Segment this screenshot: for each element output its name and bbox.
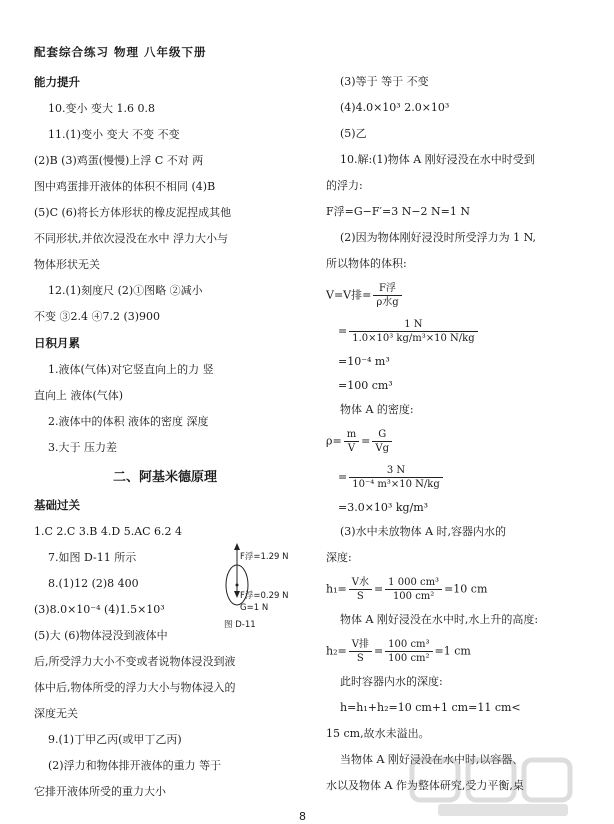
answer-line: (2)浮力和物体排开液体的重力 等于: [48, 759, 222, 772]
answer-line: 10.变小 变大 1.6 0.8: [48, 102, 155, 115]
solution-line: 15 cm,故水未溢出。: [326, 727, 430, 740]
answer-line: 它排开液体所受的重力大小: [34, 785, 166, 798]
answer-line: 物体形状无关: [34, 258, 100, 271]
answer-line: 11.(1)变小 变大 不变 不变: [48, 128, 180, 141]
volume-result-1: =10⁻⁴ m³: [338, 355, 390, 368]
section-title: 二、阿基米德原理: [112, 470, 217, 485]
arrowhead-up-1: [234, 543, 240, 550]
depth-equation-2: h₂= $\frac{\text{V排}}{S}$ = $\frac{\text{100 cm³}}{\text{100 cm²}}$ =1 cm: [326, 639, 471, 664]
answer-line: (5)乙: [340, 127, 367, 140]
fraction: $\frac{1 N}{\text{1.0×10³ kg/m³×10 N/kg}}$: [349, 318, 477, 345]
answer-line: 图中鸡蛋排开液体的体积不相同 (4)B: [34, 180, 216, 193]
solution-line: (3)水中未放物体 A 时,容器内水的: [340, 525, 507, 538]
answer-line: 3.大于 压力差: [48, 441, 117, 454]
answer-line: (5)大 (6)物体浸没到液体中: [34, 629, 168, 642]
answer-line: 9.(1)丁甲乙丙(或甲丁乙丙): [48, 733, 182, 746]
answer-line: 8.(1)12 (2)8 400: [48, 577, 139, 590]
heading-accumulate: 日积月累: [34, 336, 80, 350]
label-buoyancy-top: F浮=1.29 N: [240, 552, 289, 562]
solution-line: 10.解:(1)物体 A 刚好浸没在水中时受到: [340, 153, 535, 166]
heading-ability: 能力提升: [34, 75, 80, 89]
solution-line: 深度:: [326, 551, 352, 564]
fraction: $\frac{\text{F浮}}{\text{ρ水g}}$: [373, 282, 401, 309]
solution-line: 此时容器内水的深度:: [340, 675, 443, 688]
answer-line: 1.液体(气体)对它竖直向上的力 竖: [48, 363, 214, 376]
solution-line: 当物体 A 刚好浸没在水中时,以容器、: [340, 753, 524, 766]
volume-result-2: =100 cm³: [338, 379, 393, 392]
answer-line: 2.液体中的体积 液体的密度 深度: [48, 415, 209, 428]
fraction: $\frac{3 N}{\text{10⁻⁴ m³×10 N/kg}}$: [349, 464, 443, 491]
answer-line: 不变 ③2.4 ④7.2 (3)900: [34, 310, 161, 323]
solution-line: (2)因为物体刚好浸没时所受浮力为 1 N,: [340, 231, 536, 244]
answer-line: (3)8.0×10⁻⁴ (4)1.5×10³: [34, 603, 165, 616]
right-column: [326, 74, 588, 804]
solution-line: 水以及物体 A 作为整体研究,受力平衡,桌: [326, 779, 524, 792]
solution-line: 的浮力:: [326, 179, 363, 192]
volume-equation: [326, 282, 588, 309]
heading-basic: 基础过关: [34, 498, 80, 512]
answer-line: 体中后,物体所受的浮力大小与物体浸入的: [34, 681, 236, 694]
solution-line: F浮=G−F′=3 N−2 N=1 N: [326, 205, 470, 218]
volume-substitution: = $\frac{1 N}{\text{1.0×10³ kg/m³×10 N/kg}}$: [326, 318, 588, 345]
solution-line: 物体 A 刚好浸没在水中时,水上升的高度:: [340, 613, 539, 626]
solution-line: h=h₁+h₂=10 cm+1 cm=11 cm<: [340, 701, 521, 714]
answer-line: 7.如图 D-11 所示: [48, 551, 137, 564]
answer-line: 直向上 液体(气体): [34, 389, 124, 402]
force-diagram-figure: [114, 541, 304, 631]
depth-equation-1: h₁= $\frac{\text{V水}}{S}$ = $\frac{\text{1 000 cm³}}{\text{100 cm²}}$ =10 cm: [326, 577, 488, 602]
answer-line: (5)C (6)将长方体形状的橡皮泥捏成其他: [34, 206, 232, 219]
fraction: $\frac{m}{V}$: [344, 428, 359, 455]
solution-line: 物体 A 的密度:: [340, 403, 414, 416]
answer-line: 12.(1)刻度尺 (2)①图略 ②减小: [48, 284, 203, 297]
answer-line: 1.C 2.C 3.B 4.D 5.AC 6.2 4: [34, 525, 183, 538]
page-header: 配套综合练习 物理 八年级下册: [34, 45, 207, 59]
answer-line: (3)等于 等于 不变: [340, 75, 429, 88]
answer-line: 不同形状,并依次浸没在水中 浮力大小与: [34, 232, 228, 245]
answer-line: 后,所受浮力大小不变或者说物体浸没到液: [34, 655, 236, 668]
answer-line: (4)4.0×10³ 2.0×10³: [340, 101, 450, 114]
answer-line: (2)B (3)鸡蛋(慢慢)上浮 C 不对 两: [34, 154, 204, 167]
solution-line: 所以物体的体积:: [326, 257, 407, 270]
left-column: [34, 74, 296, 810]
watermark-logo-icon: [408, 754, 598, 820]
answer-line: 深度无关: [34, 707, 78, 720]
density-substitution: = $\frac{3 N}{\text{10⁻⁴ m³×10 N/kg}}$: [326, 464, 588, 491]
figure-caption: 图 D-11: [224, 620, 256, 630]
density-result: =3.0×10³ kg/m³: [338, 501, 429, 514]
fraction: $\frac{G}{Vg}$: [372, 428, 392, 455]
density-equation: ρ= $\frac{m}{V}$ = $\frac{G}{Vg}$: [326, 428, 588, 455]
center-point: [236, 584, 239, 587]
eq-lhs: V=V排=: [326, 288, 372, 302]
label-buoyancy-mid: F浮=0.29 N: [240, 591, 289, 601]
label-gravity: G=1 N: [240, 603, 269, 613]
page-number: 8: [299, 810, 306, 823]
